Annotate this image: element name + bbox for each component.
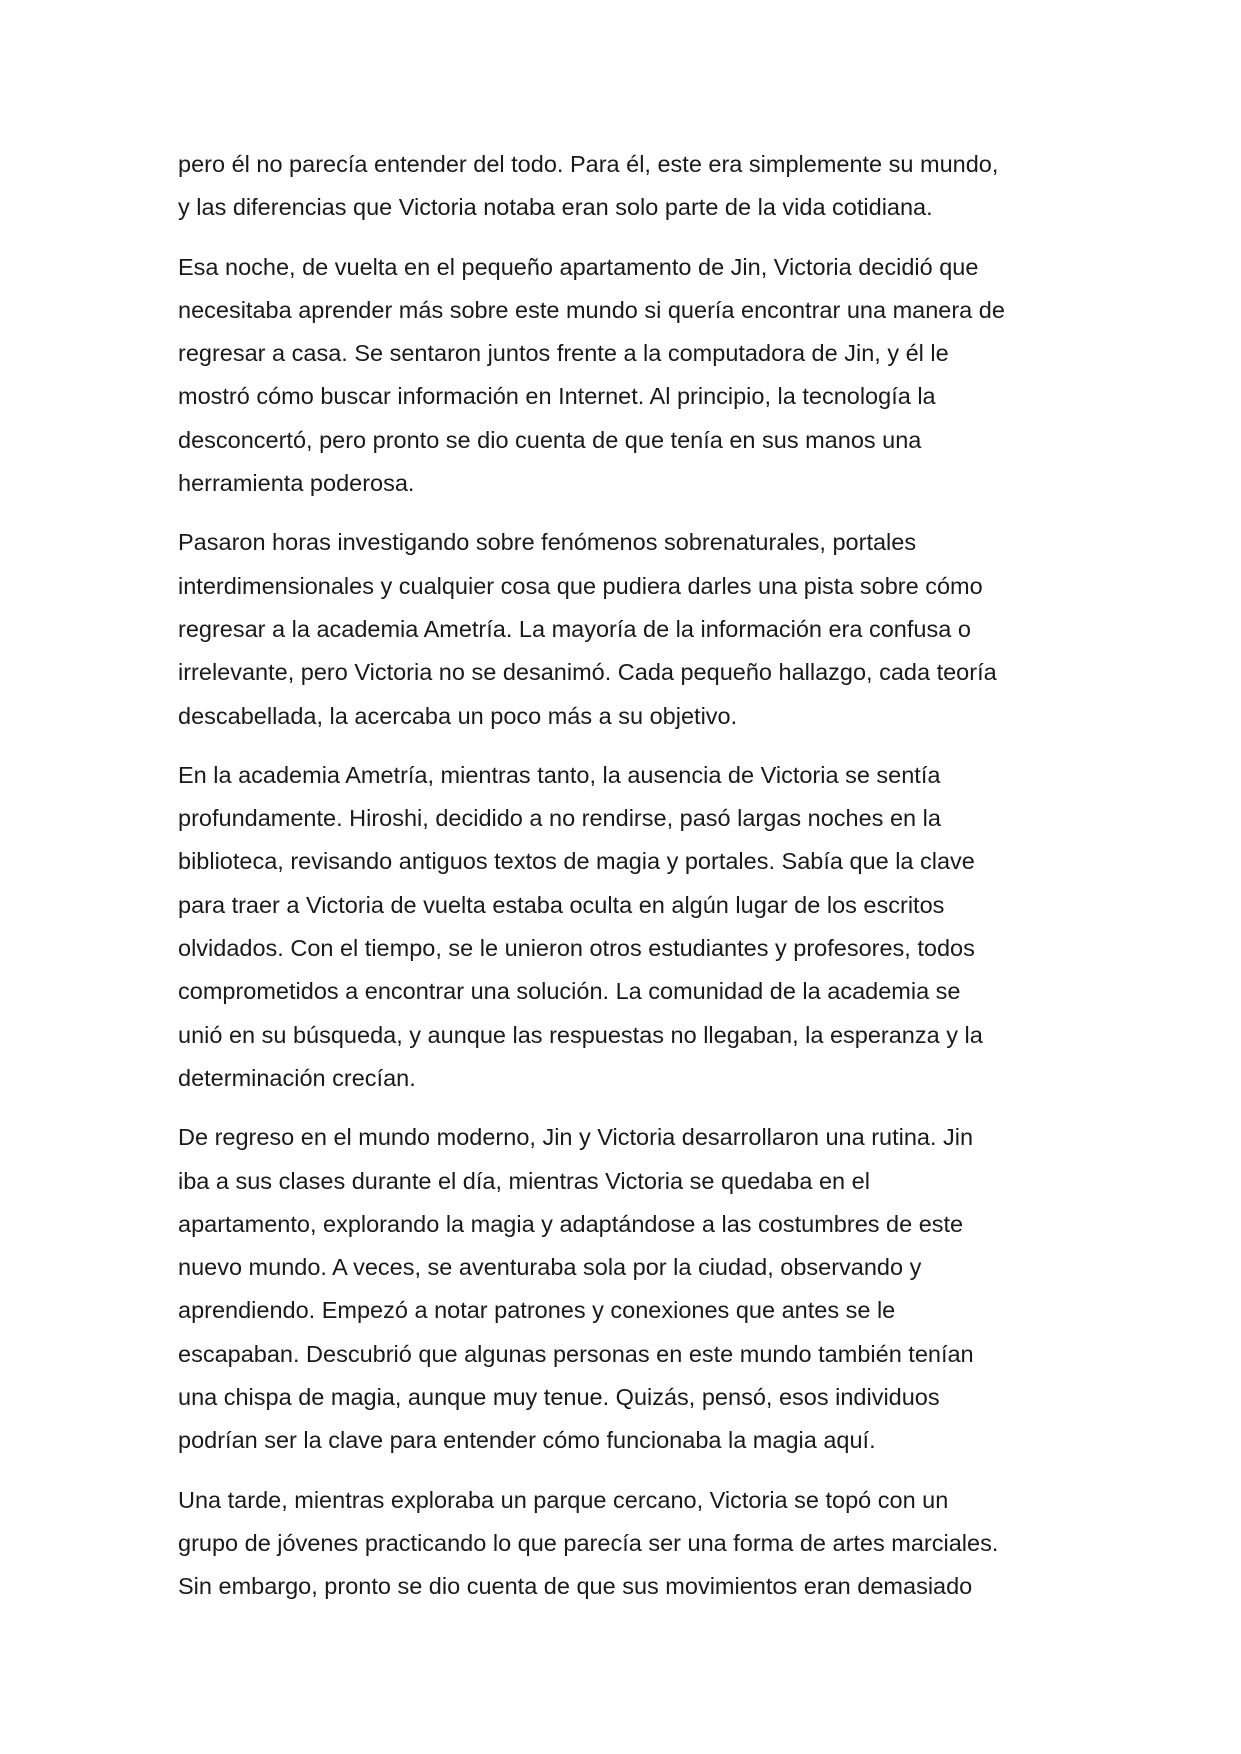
text-line: necesitaba aprender más sobre este mundo si quería encontrar una manera de xyxy=(178,296,1005,323)
paragraph-2 xyxy=(178,246,1078,506)
text-line: grupo de jóvenes practicando lo que parecía ser una forma de artes marciales. xyxy=(178,1529,999,1556)
text-line: apartamento, explorando la magia y adaptándose a las costumbres de este xyxy=(178,1210,964,1237)
text-line: olvidados. Con el tiempo, se le unieron otros estudiantes y profesores, todos xyxy=(178,935,975,962)
text-line: Pasaron horas investigando sobre fenómenos sobrenaturales, portales xyxy=(178,529,917,556)
text-line: Esa noche, de vuelta en el pequeño apartamento de Jin, Victoria decidió que xyxy=(178,253,979,280)
paragraph-3 xyxy=(178,521,1078,737)
text-line: Una tarde, mientras exploraba un parque cercano, Victoria se topó con un xyxy=(178,1486,949,1513)
text-line: irrelevante, pero Victoria no se desanimó. Cada pequeño hallazgo, cada teoría xyxy=(178,659,997,686)
text-line: iba a sus clases durante el día, mientras Victoria se quedaba en el xyxy=(178,1167,870,1194)
paragraph-5 xyxy=(178,1116,1078,1462)
text-line: regresar a casa. Se sentaron juntos frente a la computadora de Jin, y él le xyxy=(178,340,949,367)
text-line: Sin embargo, pronto se dio cuenta de que sus movimientos eran demasiado xyxy=(178,1573,973,1600)
text-line: pero él no parecía entender del todo. Para él, este era simplemente su mundo, xyxy=(178,151,999,177)
text-line: biblioteca, revisando antiguos textos de magia y portales. Sabía que la clave xyxy=(178,848,975,875)
text-line: comprometidos a encontrar una solución. La comunidad de la academia se xyxy=(178,978,961,1005)
text-line: herramienta poderosa. xyxy=(178,470,415,497)
text-line: determinación crecían. xyxy=(178,1064,416,1091)
text-line: escapaban. Descubrió que algunas personas en este mundo también tenían xyxy=(178,1340,974,1367)
text-line: En la academia Ametría, mientras tanto, la ausencia de Victoria se sentía xyxy=(178,761,941,788)
text-line: regresar a la academia Ametría. La mayoría de la información era confusa o xyxy=(178,615,971,642)
text-line: profundamente. Hiroshi, decidido a no rendirse, pasó largas noches en la xyxy=(178,805,941,832)
text-line: desconcertó, pero pronto se dio cuenta de que tenía en sus manos una xyxy=(178,426,922,453)
paragraph-6 xyxy=(178,1479,1078,1609)
text-line: para traer a Victoria de vuelta estaba oculta en algún lugar de los escritos xyxy=(178,891,945,918)
paragraph-1 xyxy=(178,143,1078,230)
text-line: unió en su búsqueda, y aunque las respuestas no llegaban, la esperanza y la xyxy=(178,1021,983,1048)
text-line: podrían ser la clave para entender cómo funcionaba la magia aquí. xyxy=(178,1427,876,1454)
text-line: y las diferencias que Victoria notaba eran solo parte de la vida cotidiana. xyxy=(178,194,933,221)
text-line: mostró cómo buscar información en Internet. Al principio, la tecnología la xyxy=(178,383,936,410)
paragraph-4 xyxy=(178,754,1078,1100)
text-line: una chispa de magia, aunque muy tenue. Quizás, pensó, esos individuos xyxy=(178,1384,940,1411)
text-line: nuevo mundo. A veces, se aventuraba sola por la ciudad, observando y xyxy=(178,1254,922,1281)
text-line: aprendiendo. Empezó a notar patrones y conexiones que antes se le xyxy=(178,1297,896,1324)
document-body xyxy=(178,143,1078,1625)
text-line: De regreso en el mundo moderno, Jin y Victoria desarrollaron una rutina. Jin xyxy=(178,1124,974,1151)
text-line: descabellada, la acercaba un poco más a su objetivo. xyxy=(178,702,738,729)
text-line: interdimensionales y cualquier cosa que pudiera darles una pista sobre cómo xyxy=(178,572,983,599)
